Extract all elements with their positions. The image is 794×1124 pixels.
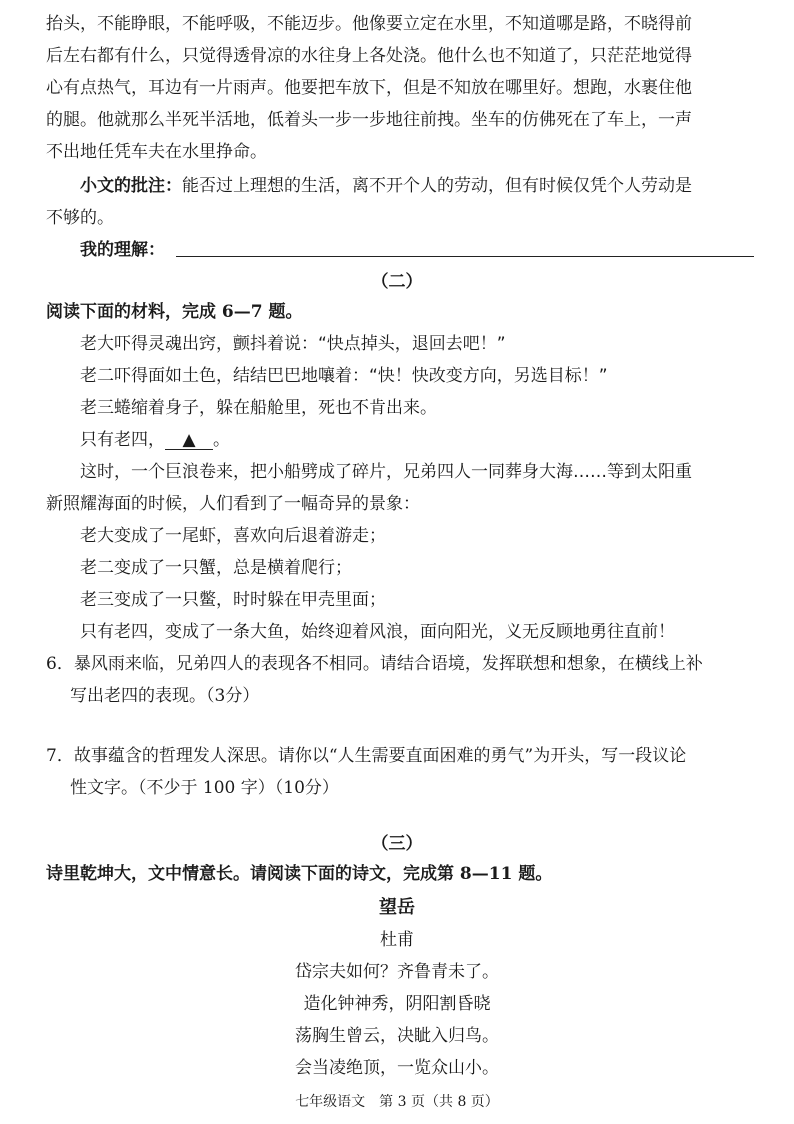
poem-line-1: 岱宗夫如何？齐鲁青未了。 [295, 962, 499, 982]
section-2-instruction: 阅读下面的材料，完成 6—7 题。 [46, 302, 303, 322]
passage-line-5: 不出地任凭车夫在水里挣命。 [46, 142, 267, 162]
question-6-line-1: 6．暴风雨来临，兄弟四人的表现各不相同。请结合语境，发挥联想和想象，在横线上补 [46, 654, 703, 674]
question-6-line-2: 写出老四的表现。（3分） [70, 686, 260, 706]
fourth-answer-blank[interactable] [165, 431, 213, 450]
page-footer: 七年级语文 第 3 页（共 8 页） [295, 1094, 499, 1110]
story-line-4 [80, 430, 756, 450]
poem-line-2: 造化钟神秀，阴阳割昏晓 [303, 994, 491, 1014]
story-para-line-2: 新照耀海面的时候，人们看到了一幅奇异的景象： [46, 494, 420, 514]
annotation-line [80, 176, 756, 196]
change-line-2: 老二变成了一只蟹，总是横着爬行； [80, 558, 352, 578]
section-3-title: （三） [371, 834, 423, 854]
section-2-title: （二） [371, 272, 423, 292]
passage-line-2: 后左右都有什么，只觉得透骨凉的水往身上各处浇。他什么也不知道了，只茫茫地觉得 [46, 46, 692, 66]
story-line-3: 老三蜷缩着身子，躲在船舱里，死也不肯出来。 [80, 398, 437, 418]
understanding-label: 我的理解： [80, 240, 165, 260]
fourth-suffix: 。 [213, 430, 230, 450]
poem-line-3: 荡胸生曾云，决眦入归鸟。 [295, 1026, 499, 1046]
passage-line-3: 心有点热气，耳边有一片雨声。他要把车放下，但是不知放在哪里好。想跑，水裹住他 [46, 78, 692, 98]
section-3-instruction: 诗里乾坤大，文中情意长。请阅读下面的诗文，完成第 8—11 题。 [46, 864, 553, 884]
story-line-1: 老大吓得灵魂出窍，颤抖着说：“快点掉头，退回去吧！” [80, 334, 506, 354]
change-line-1: 老大变成了一尾虾，喜欢向后退着游走； [80, 526, 386, 546]
poem-line-4: 会当凌绝顶，一览众山小。 [295, 1058, 499, 1078]
annotation-line-2: 不够的。 [46, 208, 114, 228]
story-line-2: 老二吓得面如土色，结结巴巴地嚷着：“快！快改变方向，另选目标！” [80, 366, 608, 386]
annotation-text: 能否过上理想的生活，离不开个人的劳动，但有时候仅凭个人劳动是 [182, 176, 692, 196]
annotation-label: 小文的批注： [80, 176, 182, 196]
understanding-answer-line[interactable] [176, 256, 754, 257]
change-line-3: 老三变成了一只鳖，时时躲在甲壳里面； [80, 590, 386, 610]
change-line-4: 只有老四，变成了一条大鱼，始终迎着风浪，面向阳光，义无反顾地勇往直前！ [80, 622, 675, 642]
fourth-prefix: 只有老四， [80, 430, 165, 450]
question-7-line-2: 性文字。（不少于 100 字）（10分） [70, 778, 339, 798]
poem-author: 杜甫 [380, 930, 414, 950]
passage-line-1: 抬头，不能睁眼，不能呼吸，不能迈步。他像要立定在水里，不知道哪是路，不晓得前 [46, 14, 692, 34]
question-7-line-1: 7．故事蕴含的哲理发人深思。请你以“人生需要直面困难的勇气”为开头，写一段议论 [46, 746, 687, 766]
triangle-icon: ▲ [182, 430, 196, 450]
poem-title: 望岳 [379, 897, 415, 918]
passage-line-4: 的腿。他就那么半死半活地，低着头一步一步地往前拽。坐车的仿佛死在了车上，一声 [46, 110, 692, 130]
story-para-line-1: 这时，一个巨浪卷来，把小船劈成了碎片，兄弟四人一同葬身大海……等到太阳重 [80, 462, 692, 482]
